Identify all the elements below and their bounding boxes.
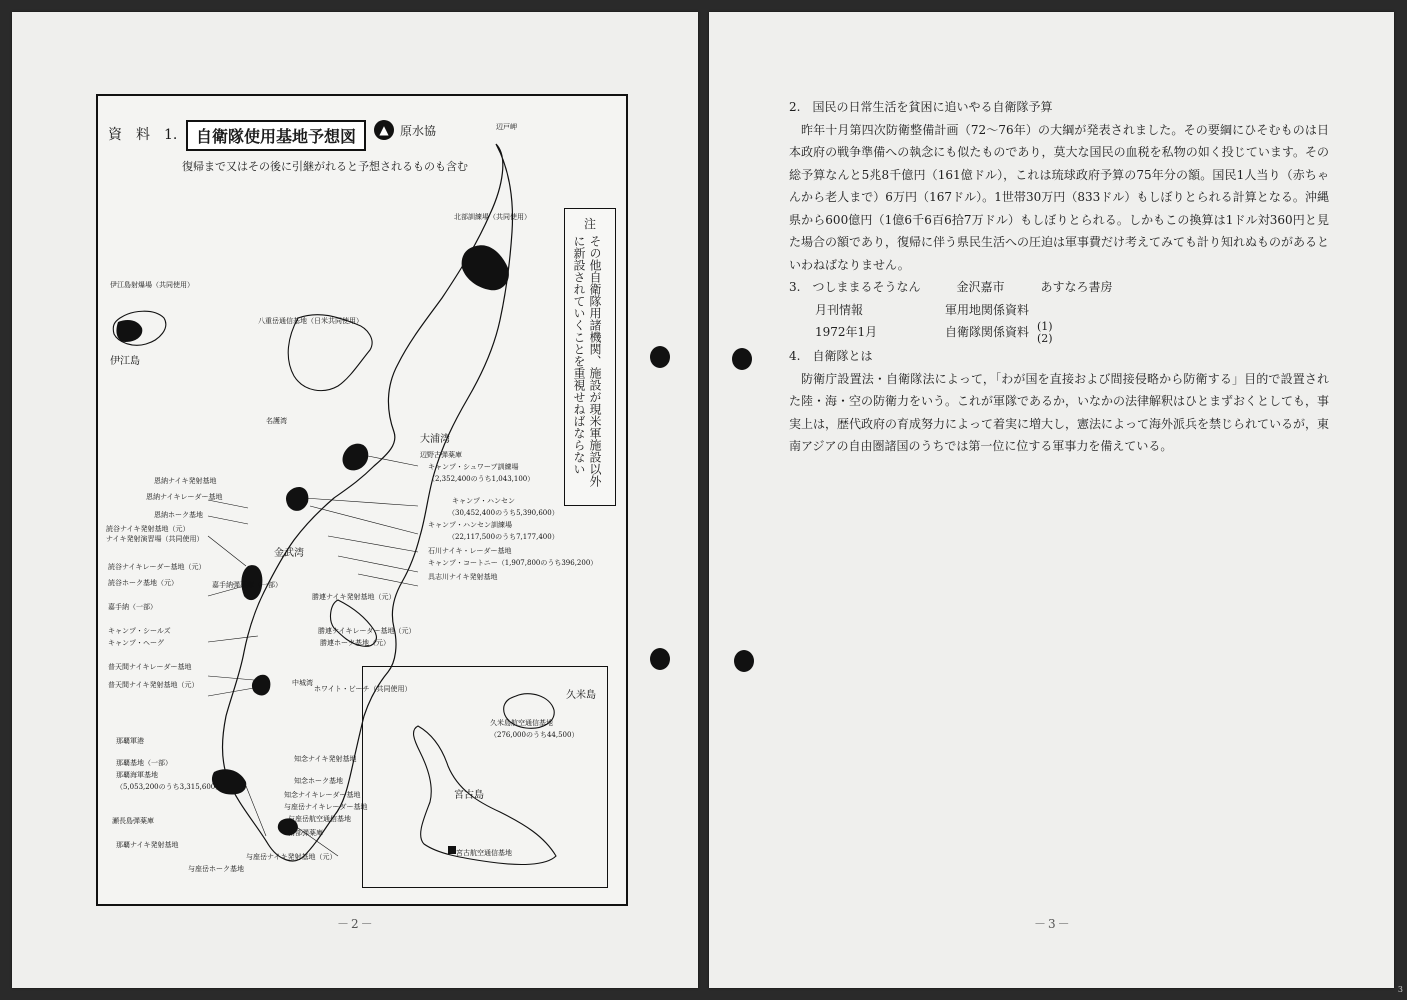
map-subtitle: 復帰まで又はその後に引継がれると予想されるものも含む: [182, 160, 468, 173]
section-4-body: 防衛庁設置法・自衛隊法によって，「わが国を直接および間接侵略から防衛する」目的で設置された陸・海・空の防衛力をいう。これが軍隊であるか，いなかの法律解釈はひとまずおくとしても，事実上は，歴代政府の育成努力によって着実に増大し，憲法によって海外派兵を禁じられているが，東南アジアの自由圏諸国のうちでは第一位に位する軍事力を備えている。: [789, 371, 1330, 453]
hansen-area: [286, 487, 308, 511]
map-label: 知念ナイキレーダー基地: [284, 791, 361, 799]
ref-volumes: [1037, 321, 1053, 345]
note-text: その他自衛隊用諸機関、施設が現米軍施設以外に新設されていくことを重視せねばならない: [572, 235, 602, 487]
map-label: 北部訓練場（共同使用）: [454, 213, 531, 221]
map-label: 恩納ナイキ発射基地: [154, 477, 217, 485]
map-label: （276,000のうち44,500）: [490, 731, 579, 739]
map-title: 自衛隊使用基地予想図: [186, 120, 366, 151]
map-label: （22,117,500のうち7,177,400）: [448, 533, 559, 541]
schwab-area: [343, 444, 369, 471]
map-label: 伊江島: [110, 356, 140, 367]
map-label: 金武湾: [274, 548, 304, 559]
map-label: ナイキ発射演習場（共同使用）: [106, 535, 204, 543]
map-label: 宮古島: [454, 790, 484, 801]
map-label: 那覇ナイキ発射基地: [116, 841, 179, 849]
page-number: －2－: [337, 917, 375, 931]
map-label: 瀬長島弾薬庫: [112, 817, 154, 825]
motobu-peninsula: [288, 315, 372, 391]
text-body: [789, 96, 1329, 458]
section-3-heading: 3. つしままるそうなん 金沢嘉市 あすなろ書房: [789, 280, 1113, 294]
ref-row-2: [789, 321, 1329, 345]
ref-row-1: [789, 299, 1329, 322]
map-label: 読谷ナイキレーダー基地（元）: [108, 563, 206, 571]
map-label: キャンプ・シュワーブ訓練場: [428, 463, 519, 471]
section-4-heading: 4. 自衛隊とは: [789, 349, 873, 363]
map-label: 久米島: [566, 690, 596, 701]
figure-label: 資 料 1.: [108, 127, 178, 143]
map-label: 与座岳航空通信基地: [288, 815, 351, 823]
map-org: [374, 120, 436, 140]
ref-vol-1: (1): [1037, 320, 1053, 333]
ref-title-1: 軍用地関係資料: [945, 302, 1030, 317]
map-label: キャンプ・ハンセン: [452, 497, 515, 505]
map-label: 中城湾: [292, 679, 313, 687]
note-head: 注: [583, 217, 596, 231]
punch-hole: [650, 648, 670, 670]
map-label: 那覇海軍基地: [116, 771, 158, 779]
note-box: [564, 208, 616, 506]
map-label: 八重岳通信基地（日米共同使用）: [258, 317, 363, 325]
org-name: 原水協: [400, 123, 437, 138]
map-label: 読谷ナイキ発射基地（元）: [106, 525, 190, 533]
left-page: [12, 12, 698, 988]
map-label: キャンプ・コートニー（1,907,800のうち396,200）: [428, 559, 598, 567]
punch-hole: [732, 348, 752, 370]
map-label: 恩納ホーク基地: [154, 511, 203, 519]
ie-range: [116, 320, 142, 342]
ref-title-2: 自衛隊関係資料: [945, 325, 1030, 339]
corner-mark: 3: [1397, 985, 1403, 994]
map-label: 辺戸岬: [496, 123, 517, 131]
map-label: 勝連ホーク基地（元）: [320, 639, 390, 647]
map-label: 宮古航空通信基地: [456, 849, 512, 857]
map-label: （5,053,200のうち3,315,600）: [116, 783, 223, 791]
map-label: 恩納ナイキレーダー基地: [146, 493, 223, 501]
base-map-figure: [96, 94, 628, 906]
map-label: 石川ナイキ・レーダー基地: [428, 547, 512, 555]
punch-hole: [734, 650, 754, 672]
map-label: 知念ホーク基地: [294, 777, 343, 785]
map-label: 伊江島射爆場（共同使用）: [110, 281, 194, 289]
map-label: 知念ナイキ発射基地: [294, 755, 357, 763]
map-label: 与座岳ナイキレーダー基地: [284, 803, 368, 811]
ref-date: 1972年1月: [815, 325, 878, 339]
ref-vol-2: (2): [1037, 332, 1053, 345]
right-page: [709, 12, 1394, 988]
ref-periodical: 月刊情報: [815, 302, 864, 317]
map-label: 勝連ナイキレーダー基地（元）: [318, 627, 416, 635]
map-label: 勝連ナイキ発射基地（元）: [312, 593, 396, 601]
map-label: 久米島航空通信基地: [490, 719, 553, 727]
map-label: 嘉手納（一部）: [108, 603, 157, 611]
punch-hole: [650, 346, 670, 368]
map-label: 那覇基地（一部）: [116, 759, 172, 767]
map-label: 普天間ナイキレーダー基地: [108, 663, 192, 671]
map-label: 南部弾薬庫: [288, 829, 323, 837]
northern-training-area: [462, 245, 509, 290]
map-label: （2,352,400のうち1,043,100）: [428, 475, 535, 483]
section-2-body: 昨年十月第四次防衛整備計画（72～76年）の大綱が発表されました。その要綱にひそむものは日本政府の戦争準備への執念にも似たものであり，莫大な国民の血税を私物の如く投じています。その総予算なんと5兆8千億円（161億ドル），これは琉球政府予算の75年分の額。国民1人当り（赤ちゃんから老人まで）6万円（167ドル）。1世帯30万円（833ドル）もしぼりとられる計算となる。沖縄県から600億円（1億6千6百6拾7万ドル）もしぼりとられる。しかもこの換算は1ドル対360円と見た場合の額であり，復帰に伴う県民生活への圧迫は軍事費だけ考えてみても計り知れぬものがあるといわねばなりません。: [789, 122, 1330, 272]
map-label: キャンプ・シールズ: [108, 627, 171, 635]
page-number: －3－: [1034, 917, 1072, 931]
map-label: キャンプ・ハンセン訓練場: [428, 521, 512, 529]
map-label: 具志川ナイキ発射基地: [428, 573, 498, 581]
section-2-heading: 2. 国民の日常生活を貧困に追いやる自衛隊予算: [789, 100, 1053, 114]
map-label: 普天間ナイキ発射基地（元）: [108, 681, 199, 689]
map-label: 嘉手納弾薬庫（一部）: [212, 581, 282, 589]
map-label: （30,452,400のうち5,390,600）: [448, 509, 559, 517]
map-label: 読谷ホーク基地（元）: [108, 579, 178, 587]
map-label: 那覇軍港: [116, 737, 144, 745]
map-label: 名護湾: [266, 417, 287, 425]
map-label: 大浦湾: [420, 434, 450, 445]
futenma-area: [252, 675, 270, 696]
map-label: ホワイト・ビーチ（共同使用）: [314, 685, 412, 693]
triangle-logo-icon: ▲: [374, 120, 394, 140]
map-label: 辺野古弾薬庫: [420, 451, 462, 459]
map-label: 与座岳ナイキ発射基地（元）: [246, 853, 337, 861]
map-label: 与座岳ホーク基地: [188, 865, 244, 873]
map-label: キャンプ・ヘーグ: [108, 639, 164, 647]
